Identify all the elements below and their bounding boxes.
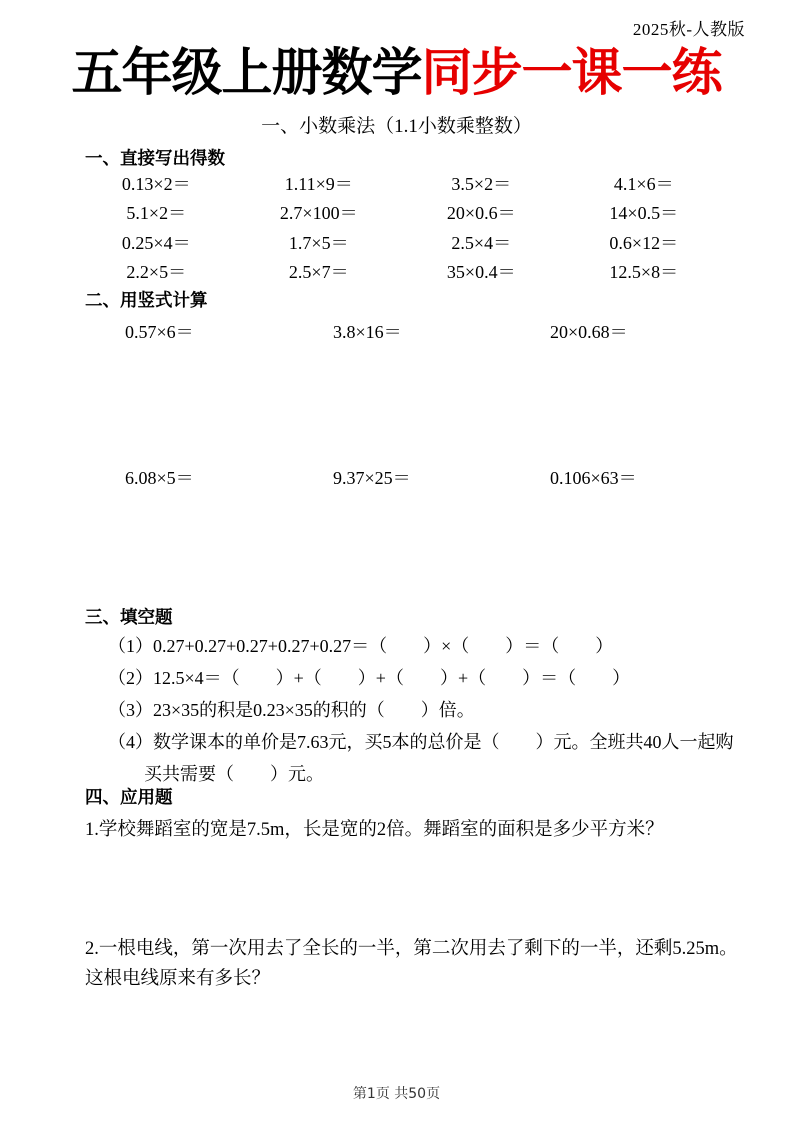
page-footer: 第1页 共50页 bbox=[352, 1086, 441, 1102]
page-title bbox=[0, 42, 793, 106]
problem-cell: 2.2×5＝ bbox=[126, 262, 187, 283]
section-heading-word: 四、应用题 bbox=[85, 788, 173, 808]
problem-cell: 20×0.68＝ bbox=[550, 322, 628, 342]
blank-item-4-continued: 买共需要（ ）元。 bbox=[144, 764, 324, 784]
problem-cell: 2.7×100＝ bbox=[279, 203, 358, 224]
problem-cell: 2.5×4＝ bbox=[451, 232, 512, 253]
blanks-list bbox=[108, 630, 753, 790]
section-heading-oral: 一、直接写出得数 bbox=[85, 149, 225, 169]
blank-item-1: （1）0.27+0.27+0.27+0.27+0.27＝（ ）×（ ）＝（ ） bbox=[108, 636, 614, 656]
problem-cell: 20×0.6＝ bbox=[446, 203, 516, 224]
problem-cell: 9.37×25＝ bbox=[333, 468, 411, 488]
problem-cell: 4.1×6＝ bbox=[613, 173, 674, 194]
problem-cell: 0.6×12＝ bbox=[609, 232, 679, 253]
problem-cell: 3.5×2＝ bbox=[451, 173, 512, 194]
problem-cell: 1.11×9＝ bbox=[284, 173, 353, 194]
problem-cell: 0.106×63＝ bbox=[550, 468, 637, 488]
lesson-subtitle: 一、小数乘法（1.1小数乘整数） bbox=[261, 116, 532, 137]
problem-cell: 2.5×7＝ bbox=[288, 262, 349, 283]
word-problem-2-continued: 这根电线原来有多长？ bbox=[85, 969, 271, 989]
vertical-problems-row bbox=[125, 464, 770, 490]
oral-problems-grid bbox=[75, 168, 725, 286]
problem-cell: 0.25×4＝ bbox=[121, 232, 191, 253]
word-problem-2: 2.一根电线，第一次用去了全长的一半，第二次用去了剩下的一半，还剩5.25m。 bbox=[85, 939, 738, 959]
page-title-black: 五年级上册数学 bbox=[71, 44, 422, 103]
page-title-red: 同步一课一练 bbox=[421, 44, 722, 103]
section-heading-blanks: 三、填空题 bbox=[85, 608, 173, 628]
problem-cell: 5.1×2＝ bbox=[126, 203, 187, 224]
problem-cell: 35×0.4＝ bbox=[446, 262, 516, 283]
blank-item-4: （4）数学课本的单价是7.63元，买5本的总价是（ ）元。全班共40人一起购 bbox=[108, 732, 734, 752]
blank-item-3: （3）23×35的积是0.23×35的积的（ ）倍。 bbox=[108, 700, 475, 720]
problem-cell: 0.13×2＝ bbox=[121, 173, 191, 194]
problem-cell: 0.57×6＝ bbox=[125, 322, 194, 342]
problem-cell: 14×0.5＝ bbox=[609, 203, 679, 224]
vertical-problems-row bbox=[125, 318, 770, 344]
edition-label: 2025秋-人教版 bbox=[632, 20, 745, 39]
problem-cell: 12.5×8＝ bbox=[609, 262, 679, 283]
section-heading-vertical: 二、用竖式计算 bbox=[85, 291, 208, 311]
problem-cell: 6.08×5＝ bbox=[125, 468, 194, 488]
blank-item-2: （2）12.5×4＝（ ）+（ ）+（ ）+（ ）＝（ ） bbox=[108, 668, 631, 688]
word-problem-1: 1.学校舞蹈室的宽是7.5m，长是宽的2倍。舞蹈室的面积是多少平方米？ bbox=[85, 820, 664, 840]
problem-cell: 3.8×16＝ bbox=[333, 322, 402, 342]
problem-cell: 1.7×5＝ bbox=[288, 232, 349, 253]
